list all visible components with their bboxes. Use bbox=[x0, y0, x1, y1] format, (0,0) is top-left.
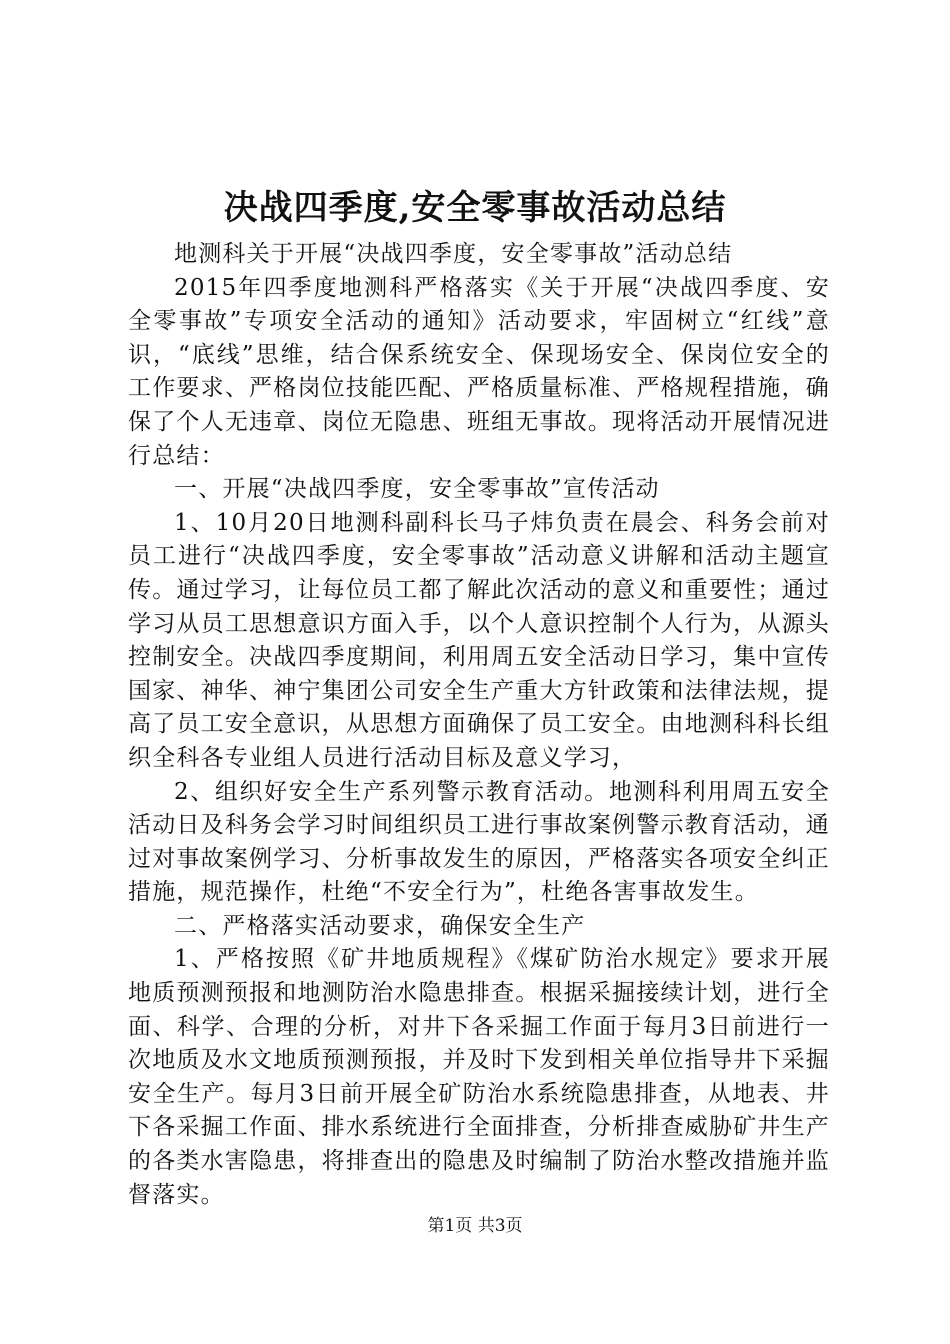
page-title: 决战四季度,安全零事故活动总结 bbox=[223, 188, 727, 228]
paragraph-intro: 2015年四季度地测科严格落实《关于开展“决战四季度、安全零事故”专项安全活动的通知》活动要求，牢固树立“红线”意识，“底线”思维，结合保系统安全、保现场安全、保岗位安全的工作要求、严格岗位技能匹配、严格质量标准、严格规程措施，确保了个人无违章、岗位无隐患、班组无事故。现将活动开展情况进行总结： bbox=[128, 274, 830, 469]
section-heading-2: 二、严格落实活动要求，确保安全生产 bbox=[174, 912, 586, 939]
paragraph-1-2: 2、组织好安全生产系列警示教育活动。地测科利用周五安全活动日及科务会学习时间组织员工进行事故案例警示教育活动，通过对事故案例学习、分析事故发生的原因，严格落实各项安全纠正措施，规范操作，杜绝“不安全行为”，杜绝各害事故发生。 bbox=[128, 778, 830, 906]
paragraph-1-1: 1、10月20日地测科副科长马子炜负责在晨会、科务会前对员工进行“决战四季度，安全零事故”活动意义讲解和活动主题宣传。通过学习，让每位员工都了解此次活动的意义和重要性；通过学习从员工思想意识方面入手，以个人意识控制个人行为，从源头控制安全。决战四季度期间，利用周五安全活动日学习，集中宣传国家、神华、神宁集团公司安全生产重大方针政策和法律法规，提高了员工安全意识，从思想方面确保了员工安全。由地测科科长组织全科各专业组人员进行活动目标及意义学习， bbox=[128, 509, 830, 771]
paragraph-2-1: 1、严格按照《矿井地质规程》《煤矿防治水规定》要求开展地质预测预报和地测防治水隐患排查。根据采掘接续计划，进行全面、科学、合理的分析，对井下各采掘工作面于每月3日前进行一次地质及水文地质预测预报，并及时下发到相关单位指导井下采掘安全生产。每月3日前开展全矿防治水系统隐患排查，从地表、井下各采掘工作面、排水系统进行全面排查，分析排查威胁矿井生产的各类水害隐患，将排查出的隐患及时编制了防治水整改措施并监督落实。 bbox=[128, 946, 830, 1208]
section-heading-1: 一、开展“决战四季度，安全零事故”宣传活动 bbox=[174, 476, 660, 503]
document-body bbox=[128, 238, 830, 1212]
page-footer: 第1页 共3页 bbox=[427, 1216, 523, 1236]
paragraph-heading: 地测科关于开展“决战四季度，安全零事故”活动总结 bbox=[174, 241, 733, 267]
